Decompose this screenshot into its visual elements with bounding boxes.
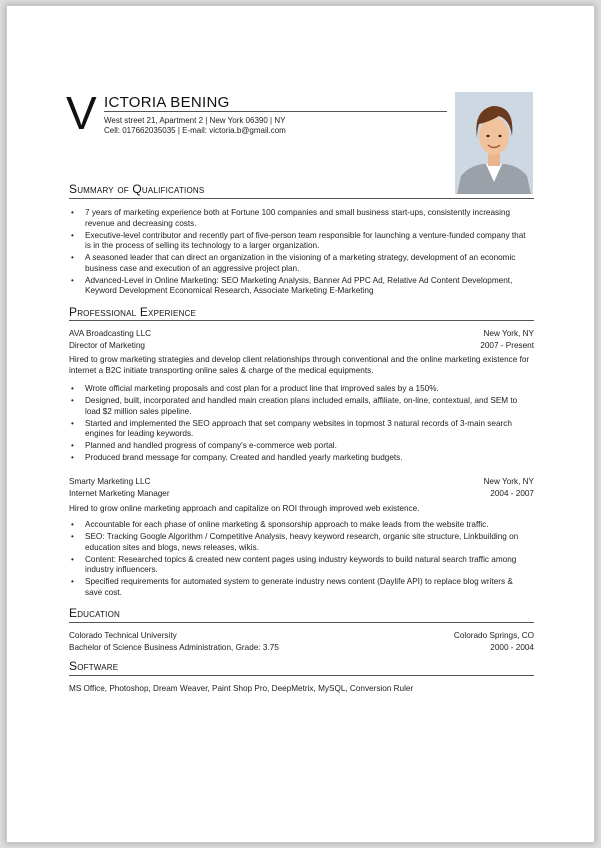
job-bullets — [69, 520, 531, 600]
list-item: • Content: Researched topics & created new content pages using industry keywords to build natural search traffic among industry influencers. — [69, 555, 531, 576]
resume-page — [6, 5, 595, 843]
name-divider — [104, 111, 447, 112]
portrait-illustration — [455, 92, 533, 194]
job-role: Internet Marketing Manager — [69, 489, 170, 498]
summary-list — [69, 208, 531, 298]
job-company: Smarty Marketing LLC — [69, 477, 151, 486]
software-list: MS Office, Photoshop, Dream Weaver, Paint Shop Pro, DeepMetrix, MySQL, Conversion Ruler — [69, 684, 414, 693]
candidate-name: ICTORIA BENING — [104, 94, 230, 111]
contact-line: Cell: 017662035035 | E-mail: victoria.b@gmail.com — [104, 126, 286, 135]
job-role: Director of Marketing — [69, 341, 145, 350]
degree: Bachelor of Science Business Administration, Grade: 3.75 — [69, 643, 279, 652]
list-item: • Started and implemented the SEO approach that set company websites in topmost 3 natural records of 3-main search engines for leading keywords. — [69, 419, 531, 440]
section-divider — [69, 675, 534, 676]
list-item: • Specified requirements for automated system to generate industry news content (Daylife API) to replace blog writers & save cost. — [69, 577, 531, 598]
section-title-experience: Professional Experience — [69, 305, 197, 319]
list-item: • Executive-level contributor and recently part of five-person team responsible for launching a venture-funded company that is in the process of selling its technology to a larger organization. — [69, 231, 531, 252]
list-item: • Planned and handled progress of company's e-commerce web portal. — [69, 441, 531, 452]
list-item: • Accountable for each phase of online marketing & sponsorship approach to make leads from the website traffic. — [69, 520, 531, 531]
list-item: • A seasoned leader that can direct an organization in the visioning of a marketing strategy, development of an economic business case and execution of an aggressive project plan. — [69, 253, 531, 274]
list-item: • Wrote official marketing proposals and cost plan for a product line that improved sales by a 150%. — [69, 384, 531, 395]
section-title-software: Software — [69, 659, 119, 673]
address-line: West street 21, Apartment 2 | New York 06390 | NY — [104, 116, 286, 125]
job-summary: Hired to grow online marketing approach and capitalize on ROI through improved web existence. — [69, 504, 420, 513]
school-name: Colorado Technical University — [69, 631, 177, 640]
profile-photo — [455, 92, 533, 194]
job-dates: 2007 - Present — [480, 341, 534, 350]
section-title-summary: Summary of Qualifications — [69, 182, 205, 196]
job-dates: 2004 - 2007 — [490, 489, 534, 498]
job-location: New York, NY — [483, 477, 534, 486]
list-item: • Designed, built, incorporated and handled main creation plans included emails, affiliate, on-line, contextual, and SEM to load $2 million sales pipeline. — [69, 396, 531, 417]
section-divider — [69, 198, 534, 199]
education-dates: 2000 - 2004 — [490, 643, 534, 652]
list-item: • Produced brand message for company. Created and handled yearly marketing budgets. — [69, 453, 531, 464]
section-divider — [69, 622, 534, 623]
list-item: • Advanced-Level in Online Marketing: SEO Marketing Analysis, Banner Ad PPC Ad, Relative Ad Content Development, Keyword Development Economical Research, Associate Marketing E-Marketing — [69, 276, 531, 297]
section-divider — [69, 320, 534, 321]
job-company: AVA Broadcasting LLC — [69, 329, 152, 338]
list-item: • SEO: Tracking Google Algorithm / Competitive Analysis, heavy keyword research, organic site structure, Linkbuilding on education sites and blogs, news releases, wikis. — [69, 532, 531, 553]
job-summary: Hired to grow marketing strategies and develop client relationships through conventional and the online marketing existence for internet a B2C initiate transporting online sales & charge of the medical equipments. — [69, 355, 530, 375]
job-bullets — [69, 384, 531, 465]
name-initial: V — [66, 87, 97, 139]
school-location: Colorado Springs, CO — [453, 631, 534, 640]
section-title-education: Education — [69, 606, 120, 620]
list-item: • 7 years of marketing experience both at Fortune 100 companies and small business start-ups, consistently increasing revenue and decreasing costs. — [69, 208, 531, 229]
job-location: New York, NY — [483, 329, 534, 338]
